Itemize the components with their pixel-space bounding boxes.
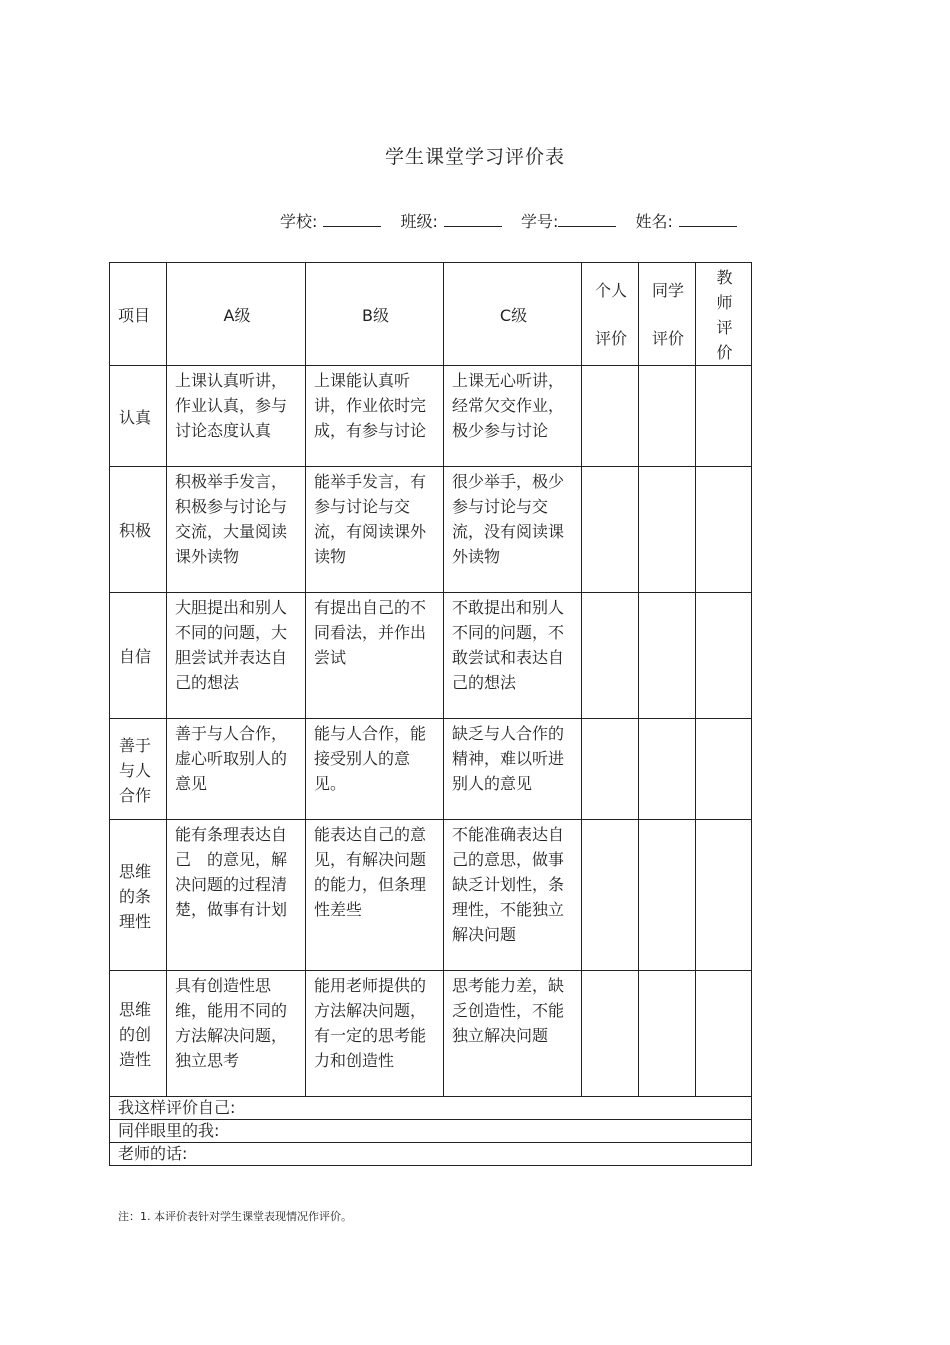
header-teacher-char3: 评 xyxy=(716,318,733,337)
student-info-line xyxy=(280,209,751,232)
header-teacher-char2: 师 xyxy=(716,293,733,312)
evaluation-table xyxy=(109,262,752,1166)
row-level-c: 不能准确表达自己的意思，做事缺乏计划性，条理性，不能独立解决问题 xyxy=(444,820,582,971)
peer-eval-cell[interactable] xyxy=(639,467,696,593)
row-level-b: 能举手发言，有参与讨论与交流，有阅读课外读物 xyxy=(306,467,444,593)
footnote: 注：1. 本评价表针对学生课堂表现情况作评价。 xyxy=(118,1210,352,1223)
header-self-eval xyxy=(582,263,639,366)
name-label: 姓名: xyxy=(635,212,673,231)
id-blank[interactable] xyxy=(558,212,616,227)
header-teacher-char4: 价 xyxy=(716,343,733,362)
class-field xyxy=(401,209,502,232)
table-row xyxy=(110,593,752,719)
header-self-line1: 个人 xyxy=(594,281,627,300)
comment-row-peer xyxy=(110,1120,752,1143)
row-level-c: 缺乏与人合作的精神，难以听进别人的意见 xyxy=(444,719,582,820)
self-eval-cell[interactable] xyxy=(582,366,639,467)
row-item: 思维的条理性 xyxy=(110,820,167,971)
peer-eval-cell[interactable] xyxy=(639,971,696,1097)
header-row xyxy=(110,263,752,366)
row-level-a: 大胆提出和别人不同的问题，大胆尝试并表达自己的想法 xyxy=(167,593,306,719)
peer-eval-cell[interactable] xyxy=(639,719,696,820)
school-label: 学校: xyxy=(280,212,318,231)
table-row xyxy=(110,366,752,467)
row-level-a: 具有创造性思维，能用不同的方法解决问题，独立思考 xyxy=(167,971,306,1097)
comment-teacher[interactable]: 老师的话: xyxy=(110,1143,752,1166)
row-level-c: 思考能力差，缺乏创造性，不能独立解决问题 xyxy=(444,971,582,1097)
school-blank[interactable] xyxy=(323,212,381,227)
self-eval-cell[interactable] xyxy=(582,719,639,820)
peer-eval-cell[interactable] xyxy=(639,593,696,719)
self-eval-cell[interactable] xyxy=(582,820,639,971)
row-level-b: 能与人合作，能接受别人的意见。 xyxy=(306,719,444,820)
comment-self[interactable]: 我这样评价自己: xyxy=(110,1097,752,1120)
header-peer-line1: 同学 xyxy=(651,281,684,300)
row-level-b: 能用老师提供的方法解决问题，有一定的思考能力和创造性 xyxy=(306,971,444,1097)
header-peer-line2: 评价 xyxy=(651,329,684,348)
comment-peer[interactable]: 同伴眼里的我: xyxy=(110,1120,752,1143)
row-level-a: 善于与人合作，虚心听取别人的意见 xyxy=(167,719,306,820)
row-item: 善于与人合作 xyxy=(110,719,167,820)
row-item: 认真 xyxy=(110,366,167,467)
self-eval-cell[interactable] xyxy=(582,593,639,719)
id-label: 学号: xyxy=(521,212,559,231)
header-level-a: A级 xyxy=(167,263,306,366)
class-label: 班级: xyxy=(400,212,438,231)
row-level-b: 上课能认真听讲，作业依时完成，有参与讨论 xyxy=(306,366,444,467)
row-item: 思维的创造性 xyxy=(110,971,167,1097)
teacher-eval-cell[interactable] xyxy=(696,719,752,820)
self-eval-cell[interactable] xyxy=(582,467,639,593)
row-level-a: 积极举手发言，积极参与讨论与交流，大量阅读课外读物 xyxy=(167,467,306,593)
teacher-eval-cell[interactable] xyxy=(696,467,752,593)
row-item: 自信 xyxy=(110,593,167,719)
table-row xyxy=(110,719,752,820)
row-item: 积极 xyxy=(110,467,167,593)
header-peer-eval xyxy=(639,263,696,366)
comment-row-teacher xyxy=(110,1143,752,1166)
school-field xyxy=(280,209,381,232)
teacher-eval-cell[interactable] xyxy=(696,366,752,467)
header-level-c: C级 xyxy=(444,263,582,366)
header-teacher-char1: 教 xyxy=(716,268,733,287)
header-self-line2: 评价 xyxy=(594,329,627,348)
header-item: 项目 xyxy=(110,263,167,366)
page-title: 学生课堂学习评价表 xyxy=(384,146,565,168)
header-teacher-eval xyxy=(696,263,752,366)
name-field xyxy=(636,209,737,232)
peer-eval-cell[interactable] xyxy=(639,366,696,467)
header-level-b: B级 xyxy=(306,263,444,366)
table-row xyxy=(110,467,752,593)
row-level-a: 能有条理表达自己 的意见，解决问题的过程清楚，做事有计划 xyxy=(167,820,306,971)
row-level-c: 不敢提出和别人不同的问题，不敢尝试和表达自己的想法 xyxy=(444,593,582,719)
table-row xyxy=(110,820,752,971)
self-eval-cell[interactable] xyxy=(582,971,639,1097)
row-level-b: 能表达自己的意见，有解决问题的能力，但条理性差些 xyxy=(306,820,444,971)
comment-row-self xyxy=(110,1097,752,1120)
row-level-c: 上课无心听讲，经常欠交作业，极少参与讨论 xyxy=(444,366,582,467)
name-blank[interactable] xyxy=(679,212,737,227)
teacher-eval-cell[interactable] xyxy=(696,971,752,1097)
row-level-b: 有提出自己的不同看法，并作出尝试 xyxy=(306,593,444,719)
id-field xyxy=(521,209,616,232)
teacher-eval-cell[interactable] xyxy=(696,820,752,971)
row-level-a: 上课认真听讲，作业认真，参与讨论态度认真 xyxy=(167,366,306,467)
table-row xyxy=(110,971,752,1097)
peer-eval-cell[interactable] xyxy=(639,820,696,971)
row-level-c: 很少举手，极少参与讨论与交流，没有阅读课外读物 xyxy=(444,467,582,593)
teacher-eval-cell[interactable] xyxy=(696,593,752,719)
class-blank[interactable] xyxy=(444,212,502,227)
